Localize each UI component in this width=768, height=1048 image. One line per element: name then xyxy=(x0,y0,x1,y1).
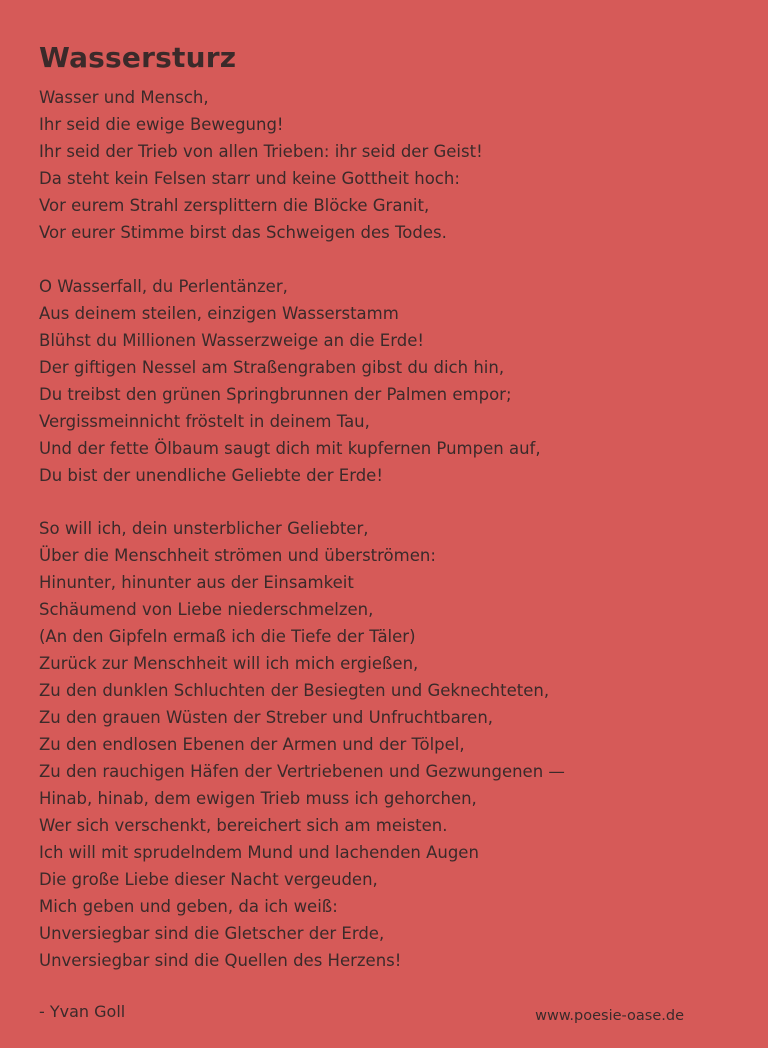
poem-line: (An den Gipfeln ermaß ich die Tiefe der Täler) xyxy=(39,627,416,646)
poem-line: Vor eurem Strahl zersplittern die Blöcke Granit, xyxy=(39,196,430,215)
poem-line: Wer sich verschenkt, bereichert sich am meisten. xyxy=(39,816,448,835)
stanza xyxy=(39,515,739,974)
poem-line: Ihr seid der Trieb von allen Trieben: ihr seid der Geist! xyxy=(39,142,483,161)
poem-line: Ihr seid die ewige Bewegung! xyxy=(39,115,284,134)
poem-body xyxy=(39,84,739,974)
poem-line: Zurück zur Menschheit will ich mich ergießen, xyxy=(39,654,419,673)
website-url: www.poesie-oase.de xyxy=(535,1008,684,1024)
poem-line: Vergissmeinnicht fröstelt in deinem Tau, xyxy=(39,411,370,431)
poem-line: Zu den dunklen Schluchten der Besiegten und Geknechteten, xyxy=(39,681,550,700)
poem-line: Zu den rauchigen Häfen der Vertriebenen und Gezwungenen — xyxy=(39,762,565,781)
poem-line: Vor eurer Stimme birst das Schweigen des Todes. xyxy=(39,223,447,242)
poem-line: Du bist der unendliche Geliebte der Erde! xyxy=(39,465,383,485)
poem-line: Ich will mit sprudelndem Mund und lachenden Augen xyxy=(39,843,479,862)
stanza xyxy=(39,273,739,489)
poem-line: Blühst du Millionen Wasserzweige an die Erde! xyxy=(39,330,424,350)
poem-line: Hinab, hinab, dem ewigen Trieb muss ich gehorchen, xyxy=(39,789,477,808)
poem-author: - Yvan Goll xyxy=(39,1001,126,1021)
poem-line: Unversiegbar sind die Quellen des Herzens! xyxy=(39,951,402,970)
poem-title: Wassersturz xyxy=(39,41,237,74)
poem-line: Schäumend von Liebe niederschmelzen, xyxy=(39,600,374,619)
poem-line: Da steht kein Felsen starr und keine Gottheit hoch: xyxy=(39,169,460,188)
poem-line: Zu den endlosen Ebenen der Armen und der Tölpel, xyxy=(39,735,465,754)
poem-line: O Wasserfall, du Perlentänzer, xyxy=(39,276,288,296)
poem-line: Du treibst den grünen Springbrunnen der Palmen empor; xyxy=(39,384,512,404)
poem-line: Die große Liebe dieser Nacht vergeuden, xyxy=(39,870,378,889)
poem-line: Und der fette Ölbaum saugt dich mit kupfernen Pumpen auf, xyxy=(39,438,541,458)
poem-line: Wasser und Mensch, xyxy=(39,88,209,107)
poem-line: Mich geben und geben, da ich weiß: xyxy=(39,897,338,916)
poem-line: So will ich, dein unsterblicher Geliebter, xyxy=(39,519,369,538)
poem-line: Hinunter, hinunter aus der Einsamkeit xyxy=(39,573,354,592)
poem-line: Aus deinem steilen, einzigen Wasserstamm xyxy=(39,303,399,323)
poem-line: Der giftigen Nessel am Straßengraben gibst du dich hin, xyxy=(39,357,505,377)
stanza xyxy=(39,84,739,246)
poem-line: Unversiegbar sind die Gletscher der Erde, xyxy=(39,924,385,943)
poem-line: Zu den grauen Wüsten der Streber und Unfruchtbaren, xyxy=(39,708,494,727)
poem-page xyxy=(39,40,739,1023)
poem-line: Über die Menschheit strömen und überströmen: xyxy=(39,546,436,565)
